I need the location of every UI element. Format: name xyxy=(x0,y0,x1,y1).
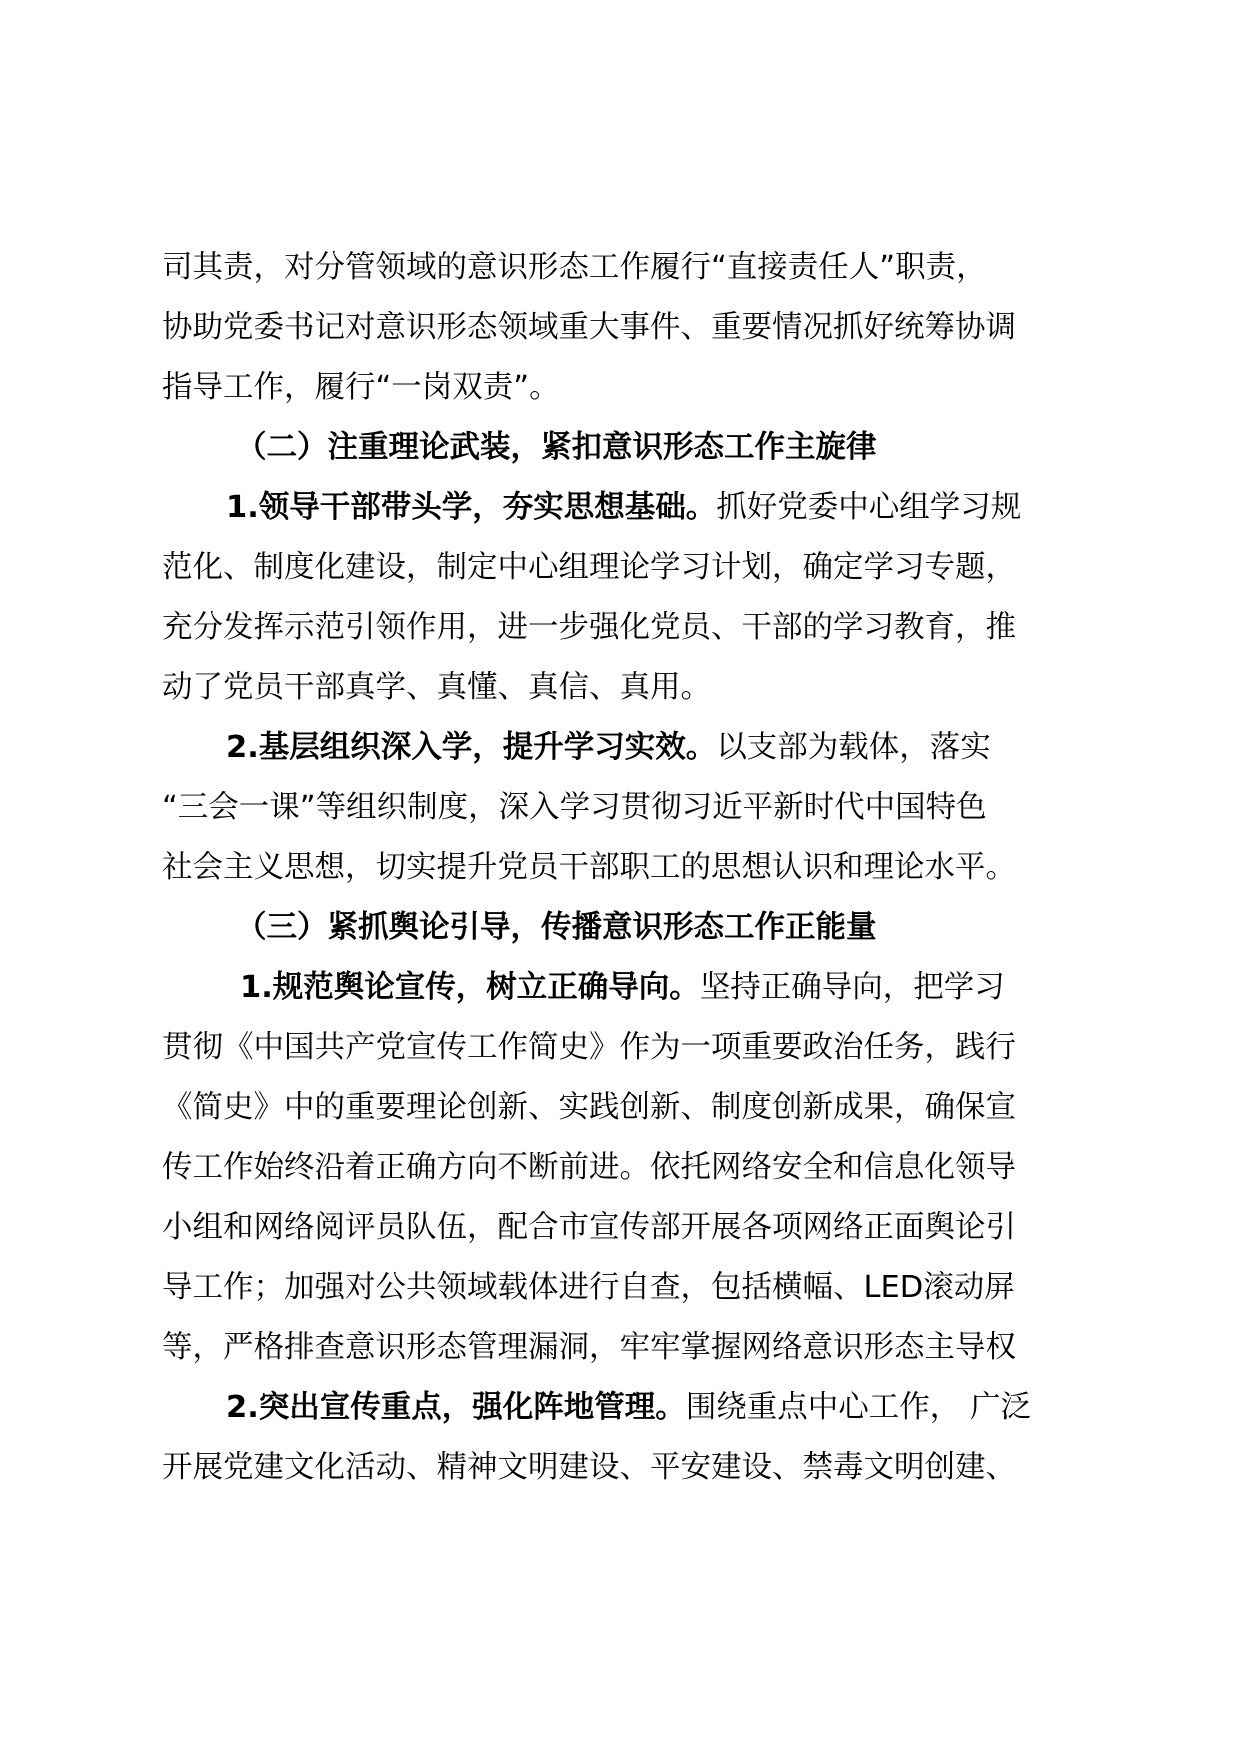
paragraph-line: 等，严格排查意识形态管理漏洞，牢牢掌握网络意识形态主导权 xyxy=(162,1330,1016,1365)
paragraph-line: 指导工作，履行“一岗双责”。 xyxy=(162,370,560,405)
paragraph-line xyxy=(226,718,1166,778)
paragraph-line: 传工作始终沿着正确方向不断前进。依托网络安全和信息化领导 xyxy=(162,1150,1016,1185)
paragraph-line: 贯彻《中国共产党宣传工作简史》作为一项重要政治任务，践行 xyxy=(162,1030,1016,1065)
paragraph-line: 小组和网络阅评员队伍，配合市宣传部开展各项网络正面舆论引 xyxy=(162,1210,1016,1245)
paragraph-line xyxy=(240,958,1180,1018)
paragraph-line: 动了党员干部真学、真懂、真信、真用。 xyxy=(162,670,711,705)
paragraph-line: 司其责，对分管领域的意识形态工作履行“直接责任人”职责， xyxy=(162,250,987,285)
paragraph-lead: 2.突出宣传重点，强化阵地管理。 xyxy=(226,1390,686,1425)
paragraph-line: 范化、制度化建设，制定中心组理论学习计划，确定学习专题， xyxy=(162,550,1016,585)
paragraph-line: “三会一课”等组织制度，深入学习贯彻习近平新时代中国特色 xyxy=(162,790,987,825)
paragraph-text: 抓好党委中心组学习规 xyxy=(716,490,1022,525)
paragraph-line: 《简史》中的重要理论创新、实践创新、制度创新成果，确保宣 xyxy=(162,1090,1016,1125)
paragraph-lead: 1.领导干部带头学，夯实思想基础。 xyxy=(226,490,717,525)
section-heading: （三）紧抓舆论引导，传播意识形态工作正能量 xyxy=(236,910,877,945)
paragraph-lead: 1.规范舆论宣传，树立正确导向。 xyxy=(240,970,700,1005)
paragraph-line xyxy=(226,478,1166,538)
paragraph-text: 以支部为载体，落实 xyxy=(716,730,991,765)
paragraph-lead: 2.基层组织深入学，提升学习实效。 xyxy=(226,730,717,765)
paragraph-line: 社会主义思想，切实提升党员干部职工的思想认识和理论水平。 xyxy=(162,850,1016,885)
paragraph-text: 坚持正确导向，把学习 xyxy=(699,970,1005,1005)
paragraph-text: 围绕重点中心工作， 广泛 xyxy=(685,1390,1032,1425)
paragraph-line: 协助党委书记对意识形态领域重大事件、重要情况抓好统筹协调 xyxy=(162,310,1016,345)
paragraph-line: 充分发挥示范引领作用，进一步强化党员、干部的学习教育，推 xyxy=(162,610,1016,645)
paragraph-line: 开展党建文化活动、精神文明建设、平安建设、禁毒文明创建、 xyxy=(162,1450,1016,1485)
paragraph-line: 导工作；加强对公共领域载体进行自查，包括横幅、LED滚动屏 xyxy=(162,1270,1015,1305)
paragraph-line xyxy=(226,1378,1166,1438)
section-heading: （二）注重理论武装，紧扣意识形态工作主旋律 xyxy=(236,430,877,465)
